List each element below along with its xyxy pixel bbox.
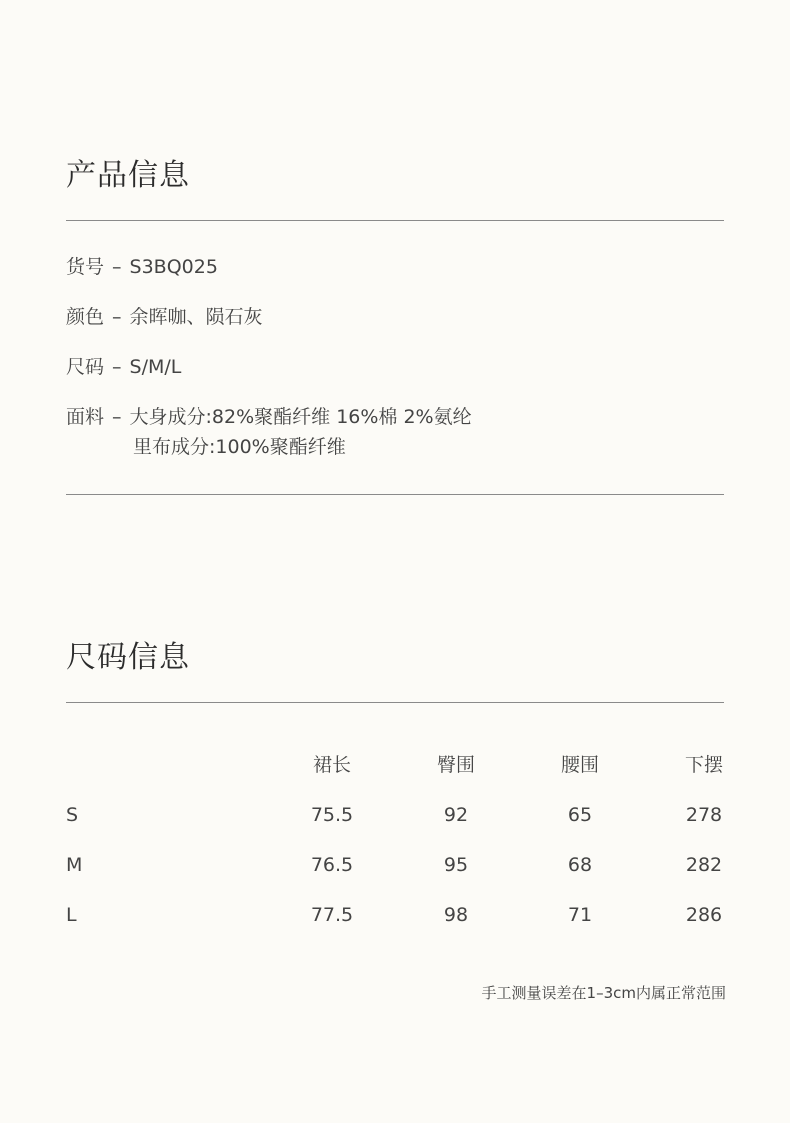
- table-cell: 65: [567, 804, 593, 826]
- size-value: S/M/L: [129, 356, 182, 378]
- divider: [66, 702, 724, 703]
- row-size-l: L: [66, 904, 77, 926]
- size-label: 尺码: [66, 356, 105, 378]
- table-cell: 76.5: [310, 854, 354, 876]
- header-hem: 下摆: [684, 754, 723, 776]
- fabric-lining-value: 里布成分:100%聚酯纤维: [133, 436, 346, 458]
- table-cell: 75.5: [310, 804, 354, 826]
- table-cell: 68: [567, 854, 593, 876]
- header-length: 裙长: [312, 754, 351, 776]
- size-row: [66, 352, 181, 382]
- item-number-row: [66, 252, 218, 282]
- table-cell: 71: [567, 904, 593, 926]
- fabric-label: 面料: [66, 406, 105, 428]
- row-size-s: S: [66, 804, 79, 826]
- item-number-label: 货号: [66, 256, 105, 278]
- table-cell: 282: [685, 854, 723, 876]
- color-value: 余晖咖、陨石灰: [129, 306, 263, 328]
- measurement-note: 手工测量误差在1–3cm内属正常范围: [481, 984, 726, 1002]
- row-size-m: M: [66, 854, 83, 876]
- separator-dash: –: [112, 256, 122, 278]
- header-waist: 腰围: [560, 754, 599, 776]
- divider: [66, 494, 724, 495]
- separator-dash: –: [112, 356, 122, 378]
- fabric-shell-value: 大身成分:82%聚酯纤维 16%棉 2%氨纶: [129, 406, 472, 428]
- table-cell: 278: [685, 804, 723, 826]
- table-cell: 95: [443, 854, 469, 876]
- item-number-value: S3BQ025: [129, 256, 218, 278]
- table-cell: 98: [443, 904, 469, 926]
- separator-dash: –: [112, 406, 122, 428]
- color-label: 颜色: [66, 306, 105, 328]
- table-cell: 77.5: [310, 904, 354, 926]
- size-info-title: 尺码信息: [66, 640, 190, 675]
- color-row: [66, 302, 263, 332]
- fabric-row: [66, 402, 472, 432]
- table-cell: 286: [685, 904, 723, 926]
- table-cell: 92: [443, 804, 469, 826]
- separator-dash: –: [112, 306, 122, 328]
- header-hip: 臀围: [436, 754, 475, 776]
- divider: [66, 220, 724, 221]
- product-info-title: 产品信息: [66, 158, 190, 193]
